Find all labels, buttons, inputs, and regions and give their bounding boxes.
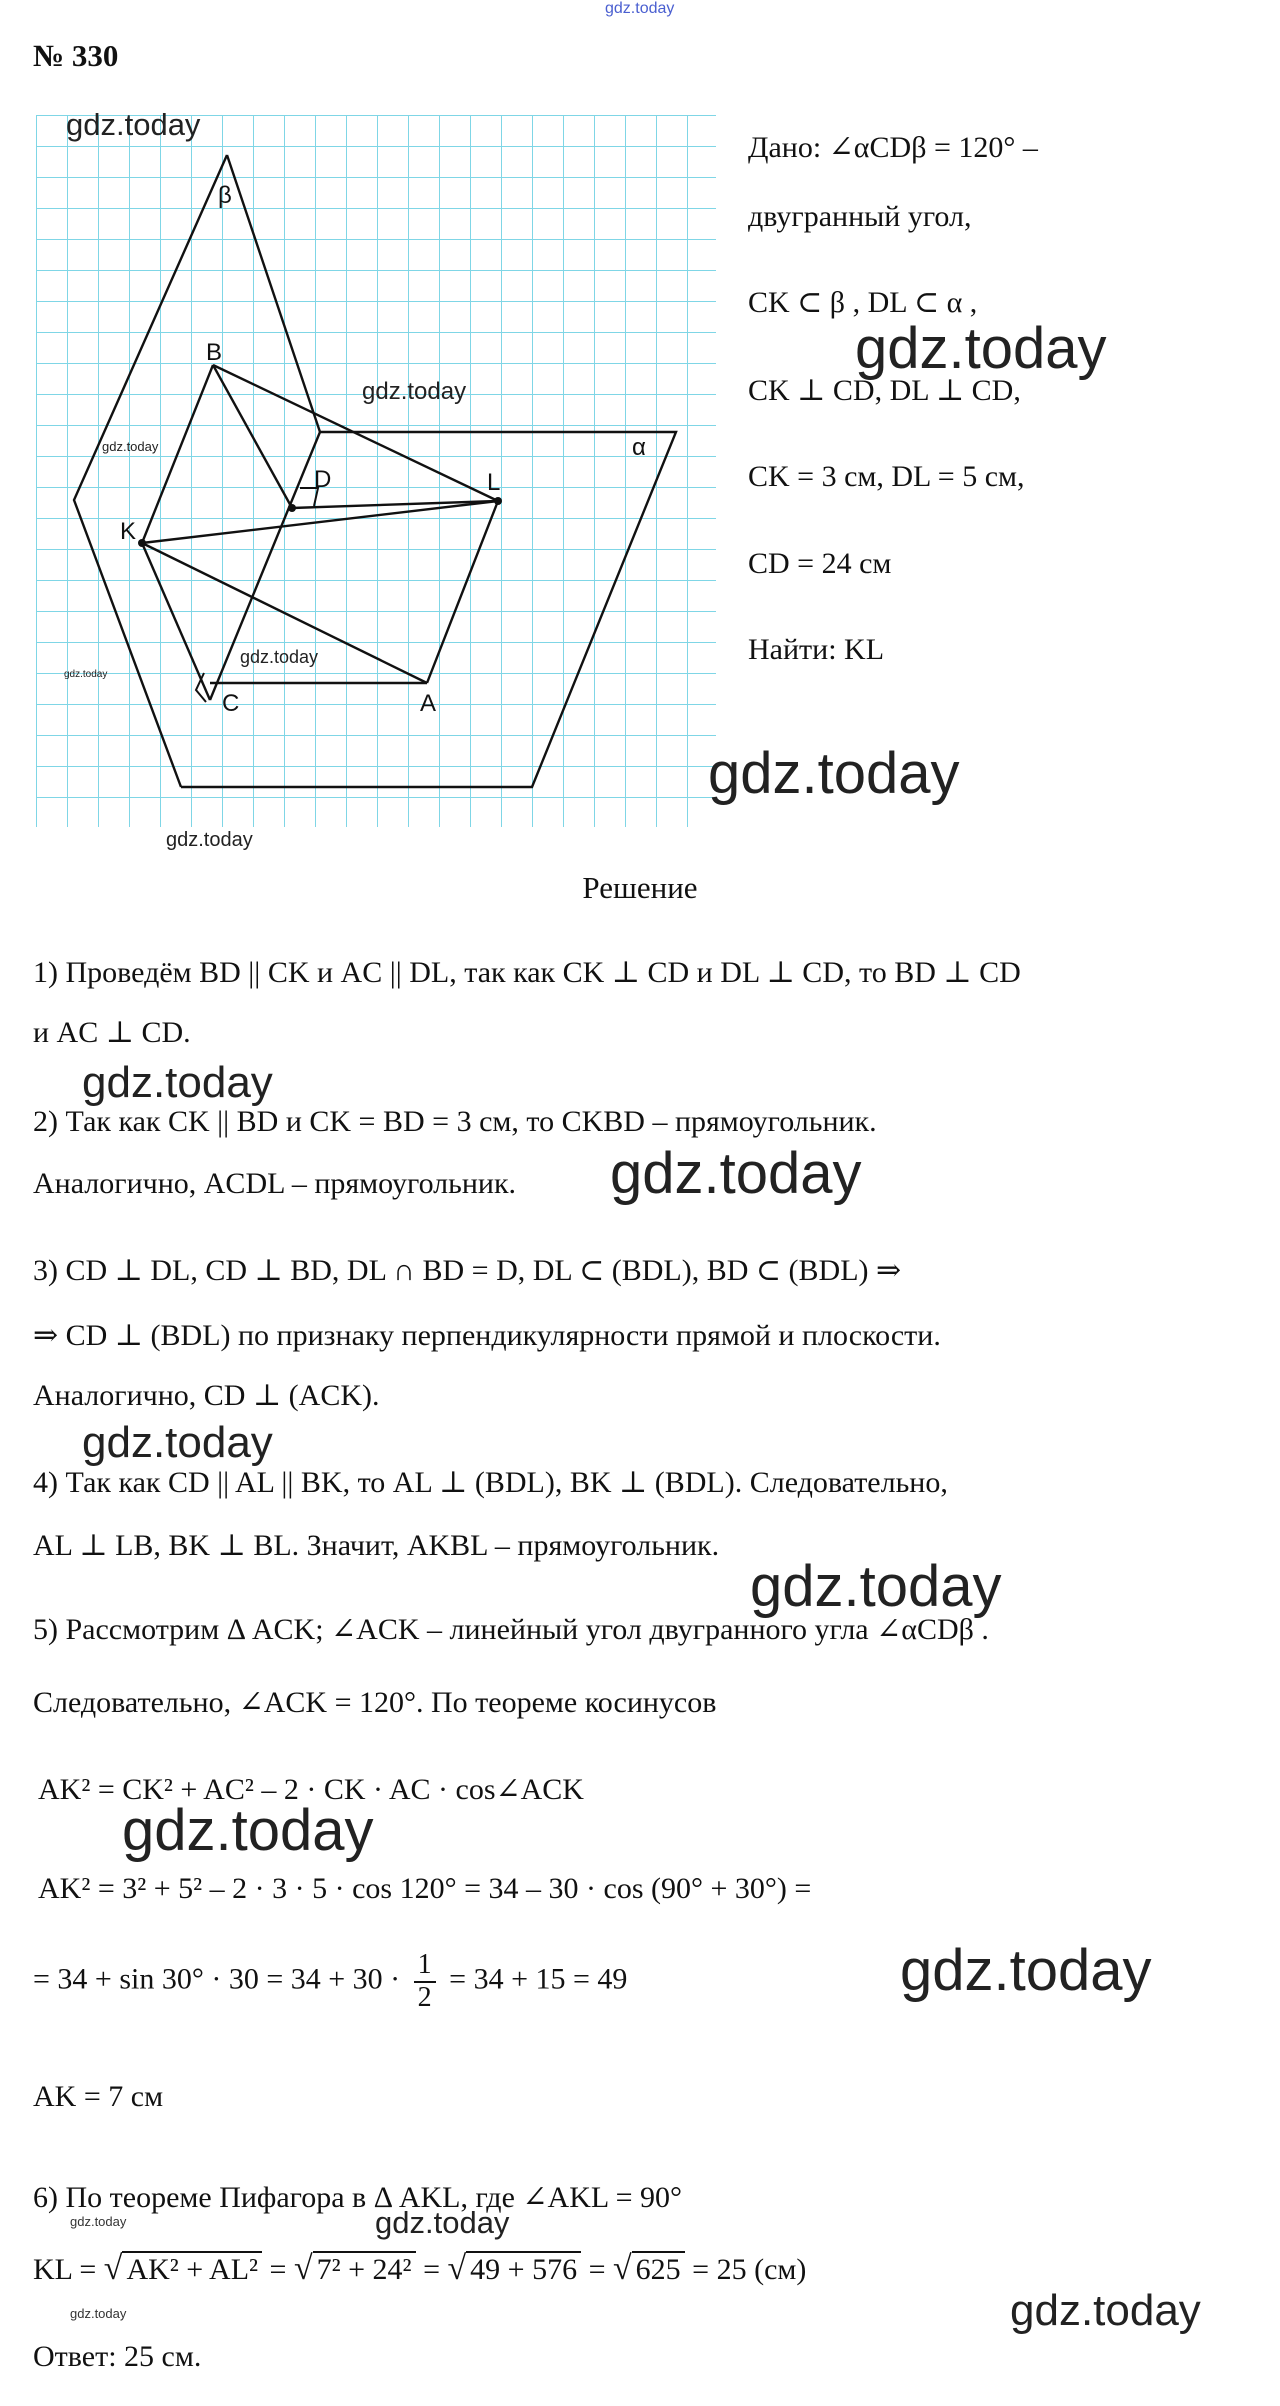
formula-evaluation bbox=[33, 1950, 627, 2014]
figure-watermark: gdz.today bbox=[166, 829, 253, 851]
figure-watermark: gdz.today bbox=[66, 107, 201, 142]
kl-result: = 25 (см) bbox=[692, 2253, 807, 2286]
radicand: 7² + 24² bbox=[313, 2251, 416, 2286]
equals-sign: = bbox=[423, 2253, 440, 2286]
watermark: gdz.today bbox=[70, 2214, 127, 2229]
sqrt-icon: √ bbox=[447, 2250, 467, 2287]
radicand: 49 + 576 bbox=[466, 2251, 581, 2286]
watermark: gdz.today bbox=[82, 1418, 273, 1467]
fraction-denominator: 2 bbox=[414, 1981, 436, 2014]
point-d bbox=[288, 504, 296, 512]
figure-watermark: gdz.today bbox=[102, 439, 159, 454]
step-line: 4) Так как CD || AL || BK, то AL ⊥ (BDL), BK ⊥ (BDL). Следовательно, bbox=[33, 1466, 948, 1499]
watermark: gdz.today bbox=[708, 741, 960, 806]
formula-evaluation-right: = 34 + 15 = 49 bbox=[449, 1962, 628, 1996]
figure-watermark: gdz.today bbox=[240, 647, 319, 667]
geometry-figure bbox=[36, 107, 716, 851]
watermark: gdz.today bbox=[1010, 2286, 1201, 2335]
label-d: D bbox=[314, 466, 332, 493]
point-k bbox=[138, 539, 146, 547]
label-l: L bbox=[487, 469, 501, 496]
watermark: gdz.today bbox=[900, 1938, 1152, 2003]
fraction-one-half bbox=[414, 1950, 436, 2014]
watermark: gdz.today bbox=[82, 1058, 273, 1107]
top-watermark: gdz.today bbox=[605, 0, 675, 17]
step-line: и AC ⊥ CD. bbox=[33, 1016, 191, 1049]
watermark: gdz.today bbox=[375, 2205, 510, 2240]
given-line: Найти: KL bbox=[748, 633, 885, 666]
watermark: gdz.today bbox=[855, 316, 1107, 381]
watermark: gdz.today bbox=[750, 1554, 1002, 1619]
fraction-numerator: 1 bbox=[417, 1949, 432, 1980]
label-alpha: α bbox=[632, 434, 646, 461]
watermark: gdz.today bbox=[122, 1798, 374, 1863]
formula-evaluation-left: = 34 + sin 30° · 30 = 34 + 30 · bbox=[33, 1962, 401, 1996]
given-line: CK ⊂ β , DL ⊂ α , bbox=[748, 286, 978, 319]
label-b: B bbox=[206, 339, 223, 366]
sqrt-icon: √ bbox=[613, 2250, 632, 2287]
sqrt-icon: √ bbox=[293, 2250, 313, 2287]
kl-formula bbox=[33, 2250, 806, 2288]
grid-paper bbox=[36, 115, 716, 827]
answer: Ответ: 25 см. bbox=[33, 2340, 202, 2373]
step-line: AL ⊥ LB, BK ⊥ BL. Значит, AKBL – прямоугольник. bbox=[33, 1529, 720, 1562]
step-line: 5) Рассмотрим Δ ACK; ∠ACK – линейный угол двугранного угла ∠αCDβ . bbox=[33, 1613, 989, 1646]
formula-substitution: AK² = 3² + 5² – 2 · 3 · 5 · cos 120° = 34 – 30 · cos (90° + 30°) = bbox=[38, 1872, 812, 1905]
equals-sign: = bbox=[269, 2253, 287, 2286]
radicand: AK² + AL² bbox=[122, 2251, 262, 2286]
formula-cosine-law: AK² = CK² + AC² – 2 · CK · AC · cos∠ACK bbox=[38, 1773, 584, 1806]
label-beta: β bbox=[218, 182, 232, 209]
equals-sign: = bbox=[588, 2253, 606, 2286]
given-line: CK ⊥ CD, DL ⊥ CD, bbox=[748, 374, 1021, 407]
label-k: K bbox=[120, 518, 137, 545]
step-line: 2) Так как CK || BD и CK = BD = 3 см, то CKBD – прямоугольник. bbox=[33, 1105, 877, 1138]
step-line: 1) Проведём BD || CK и AC || DL, так как CK ⊥ CD и DL ⊥ CD, то BD ⊥ CD bbox=[33, 956, 1021, 989]
radicand: 625 bbox=[632, 2251, 685, 2286]
label-c: C bbox=[222, 690, 240, 717]
solution-heading: Решение bbox=[582, 870, 698, 905]
given-line: двугранный угол, bbox=[748, 200, 972, 233]
point-l bbox=[494, 497, 502, 505]
step-6: 6) По теореме Пифагора в Δ AKL, где ∠AKL = 90° bbox=[33, 2181, 682, 2214]
problem-number: № 330 bbox=[33, 38, 119, 73]
watermark: gdz.today bbox=[70, 2306, 127, 2321]
step-line: ⇒ CD ⊥ (BDL) по признаку перпендикулярности прямой и плоскости. bbox=[33, 1319, 941, 1352]
step-line: Аналогично, CD ⊥ (ACK). bbox=[33, 1379, 380, 1412]
given-line: CD = 24 см bbox=[748, 547, 892, 580]
step-line: Следовательно, ∠ACK = 120°. По теореме косинусов bbox=[33, 1686, 717, 1719]
sqrt-icon: √ bbox=[103, 2250, 123, 2287]
given-line: Дано: ∠αCDβ = 120° – bbox=[748, 131, 1038, 164]
figure-watermark: gdz.today bbox=[64, 669, 108, 680]
formula-ak-result: AK = 7 см bbox=[33, 2080, 164, 2113]
watermark: gdz.today bbox=[610, 1141, 862, 1206]
figure-watermark: gdz.today bbox=[362, 378, 467, 405]
kl-lhs: KL = bbox=[33, 2253, 97, 2286]
given-line: CK = 3 см, DL = 5 см, bbox=[748, 460, 1025, 493]
step-line: Аналогично, ACDL – прямоугольник. bbox=[33, 1167, 517, 1200]
label-a: A bbox=[420, 690, 437, 717]
step-line: 3) CD ⊥ DL, CD ⊥ BD, DL ∩ BD = D, DL ⊂ (BDL), BD ⊂ (BDL) ⇒ bbox=[33, 1254, 902, 1287]
